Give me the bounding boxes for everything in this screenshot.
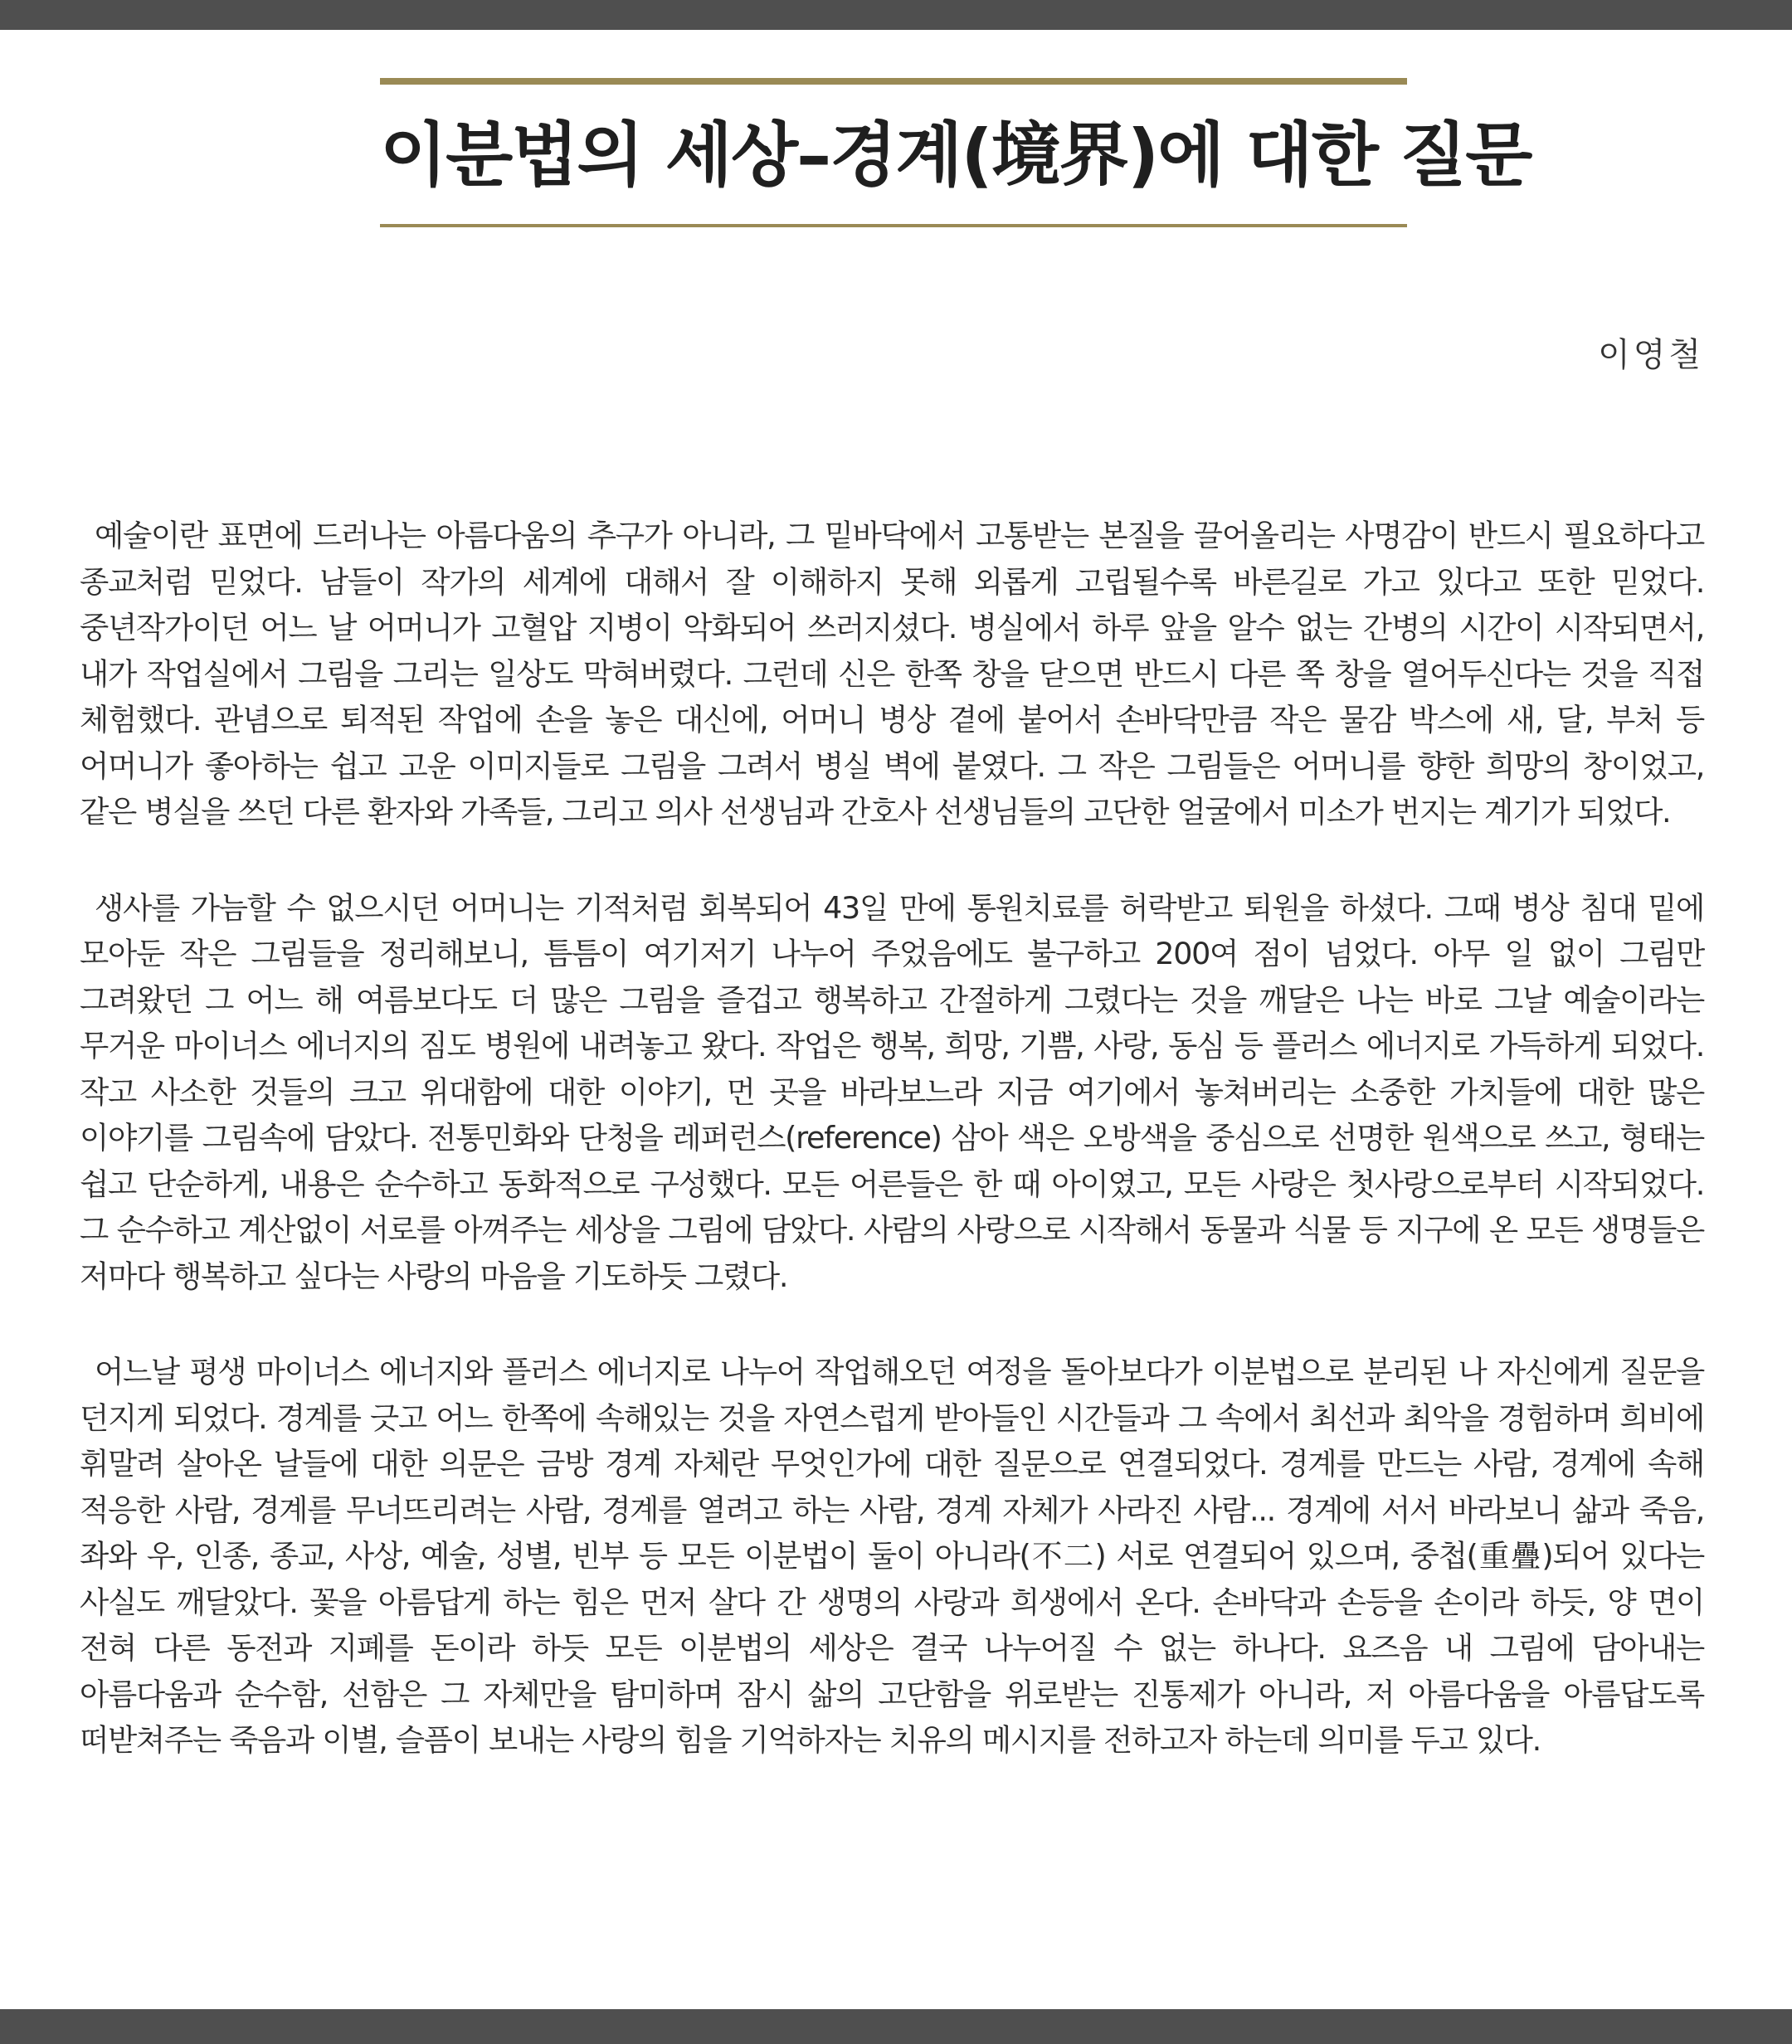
paragraph-3: 어느날 평생 마이너스 에너지와 플러스 에너지로 나누어 작업해오던 여정을 돌아보다가 이분법으로 분리된 나 자신에게 질문을 던지게 되었다. 경계를 긋고 어느 한쪽에 속해있는 것을 자연스럽게 받아들인 시간들과 그 속에서 최선과 최악을 경험하며 희비에 휘말려 살아온 날들에 대한 의문은 금방 경계 자체란 무엇인가에 대한 질문으로 연결되었다. 경계를 만드는 사람, 경계에 속해 적응한 사람, 경계를 무너뜨리려는 사람, 경계를 열려고 하는 사람, 경계 자체가 사라진 사람... 경계에 서서 바라보니 삶과 죽음, 좌와 우, 인종, 종교, 사상, 예술, 성별, 빈부 등 모든 이분법이 둘이 아니라(不二) 서로 연결되어 있으며, 중첩(重疊)되어 있다는 사실도 깨달았다. 꽃을 아름답게 하는 힘은 먼저 살다 간 생명의 사랑과 희생에서 온다. 손바닥과 손등을 손이라 하듯, 양 면이 전혀 다른 동전과 지폐를 돈이라 하듯 모든 이분법의 세상은 결국 나누어질 수 없는 하나다. 요즈음 내 그림에 담아내는 아름다움과 순수함, 선함은 그 자체만을 탐미하며 잠시 삶의 고단함을 위로받는 진통제가 아니라, 저 아름다움을 아름답도록 떠받쳐주는 죽음과 이별, 슬픔이 보내는 사랑의 힘을 기억하자는 치유의 메시지를 전하고자 하는데 의미를 두고 있다. [80,1354,1704,1758]
title-top-rule [380,78,1407,85]
paragraph-2: 생사를 가늠할 수 없으시던 어머니는 기적처럼 회복되어 43일 만에 통원치료를 허락받고 퇴원을 하셨다. 그때 병상 침대 밑에 모아둔 작은 그림들을 정리해보니, 틈틈이 여기저기 나누어 주었음에도 불구하고 200여 점이 넘었다. 아무 일 없이 그림만 그려왔던 그 어느 해 여름보다도 더 많은 그림을 즐겁고 행복하고 간절하게 그렸다는 것을 깨달은 나는 바로 그날 예술이라는 무거운 마이너스 에너지의 짐도 병원에 내려놓고 왔다. 작업은 행복, 희망, 기쁨, 사랑, 동심 등 플러스 에너지로 가득하게 되었다. 작고 사소한 것들의 크고 위대함에 대한 이야기, 먼 곳을 바라보느라 지금 여기에서 놓쳐버리는 소중한 가치들에 대한 많은 이야기를 그림속에 담았다. 전통민화와 단청을 레퍼런스(reference) 삼아 색은 오방색을 중심으로 선명한 원색으로 쓰고, 형태는 쉽고 단순하게, 내용은 순수하고 동화적으로 구성했다. 모든 어른들은 한 때 아이였고, 모든 사랑은 첫사랑으로부터 시작되었다. 그 순수하고 계산없이 서로를 아껴주는 세상을 그림에 담았다. 사람의 사랑으로 시작해서 동물과 식물 등 지구에 온 모든 생명들은 저마다 행복하고 싶다는 사랑의 마음을 기도하듯 그렸다. [80,889,1704,1294]
article-body [80,513,1704,1813]
paragraph-1: 예술이란 표면에 드러나는 아름다움의 추구가 아니라, 그 밑바닥에서 고통받는 본질을 끌어올리는 사명감이 반드시 필요하다고 종교처럼 믿었다. 남들이 작가의 세계에 대해서 잘 이해하지 못해 외롭게 고립될수록 바른길로 가고 있다고 또한 믿었다. 중년작가이던 어느 날 어머니가 고혈압 지병이 악화되어 쓰러지셨다. 병실에서 하루 앞을 알수 없는 간병의 시간이 시작되면서, 내가 작업실에서 그림을 그리는 일상도 막혀버렸다. 그런데 신은 한쪽 창을 닫으면 반드시 다른 쪽 창을 열어두신다는 것을 직접 체험했다. 관념으로 퇴적된 작업에 손을 놓은 대신에, 어머니 병상 곁에 붙어서 손바닥만큼 작은 물감 박스에 새, 달, 부처 등 어머니가 좋아하는 쉽고 고운 이미지들로 그림을 그려서 병실 벽에 붙였다. 그 작은 그림들은 어머니를 향한 희망의 창이었고, 같은 병실을 쓰던 다른 환자와 가족들, 그리고 의사 선생님과 간호사 선생님들의 고단한 얼굴에서 미소가 번지는 계기가 되었다. [80,518,1705,830]
title-bottom-rule [380,224,1407,227]
bottom-border-bar [0,2009,1792,2044]
author-name: 이영철 [1598,336,1704,374]
page-title: 이분법의 세상–경계(境界)에 대한 질문 [380,114,1531,196]
top-border-bar [0,0,1792,30]
